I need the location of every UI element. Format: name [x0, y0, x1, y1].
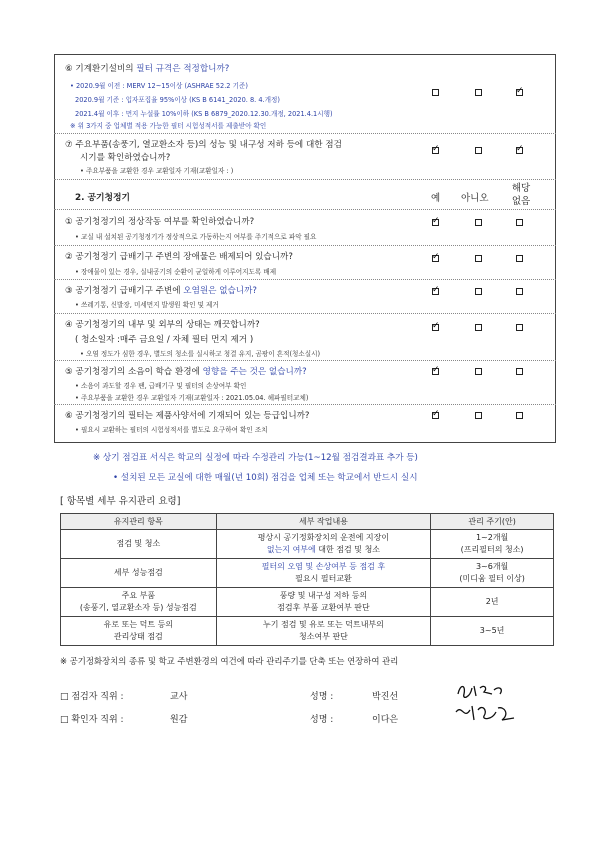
divider: [54, 360, 556, 361]
p2-na-checkbox[interactable]: [516, 255, 523, 262]
row-cycle: 1~2개월 (프리필터의 청소): [431, 530, 554, 559]
q6-note-3: 2021.4월 이후 : 먼지 누설률 10%이하 (KS B 6879_2020.12.30.개정, 2021.4.1시행): [75, 110, 333, 118]
q7-no-checkbox[interactable]: [475, 147, 482, 154]
p4-yes-checkbox[interactable]: [432, 324, 439, 331]
cleaner-q3-note: • 쓰레기통, 신발장, 미세먼지 발생원 확인 및 제거: [75, 301, 219, 309]
q6-yes-checkbox[interactable]: [432, 89, 439, 96]
table-row: [61, 588, 554, 617]
q6-na-checkbox[interactable]: [516, 89, 523, 96]
verifier-name: 이다은: [372, 715, 399, 725]
q6-no-checkbox[interactable]: [475, 89, 482, 96]
row-item: 점검 및 청소: [61, 530, 217, 559]
row-cycle: 2년: [431, 588, 554, 617]
cleaner-q4-title: ④ 공기청정기의 내부 및 외부의 상태는 깨끗합니까?: [65, 320, 260, 330]
divider: [54, 209, 556, 210]
q7-na-checkbox[interactable]: [516, 147, 523, 154]
p5-na-checkbox[interactable]: [516, 368, 523, 375]
cleaner-q1-note: • 교실 내 설치된 공기청정기가 정상적으로 가동하는지 여부를 주기적으로 파악 필요: [75, 233, 317, 241]
question-7-line1: ⑦ 주요부품(송풍기, 열교환소자 등)의 성능 및 내구성 저하 등에 대한 점검: [65, 140, 342, 150]
table-row: [61, 617, 554, 646]
maintenance-footnote: ※ 공기정화장치의 종류 및 학교 주변환경의 여건에 따라 관리주기를 단축 또는 연장하여 관리: [60, 656, 399, 666]
cleaner-q4-note: • 오염 정도가 심한 경우, 별도의 청소를 실시하고 청결 유지, 곰팡이 흔적(청소실시): [80, 350, 321, 358]
col-na-header: 해당 없음: [511, 183, 531, 207]
p6-yes-checkbox[interactable]: [432, 412, 439, 419]
row-cycle: 3~6개월 (미디움 필터 이상): [431, 559, 554, 588]
inspector-title: 교사: [170, 692, 188, 702]
maintenance-heading: [ 항목별 세부 유지관리 요령]: [60, 496, 181, 507]
col-yes-header: 예: [431, 193, 441, 204]
verifier-signature: [456, 706, 514, 720]
divider: [54, 179, 556, 180]
row-detail: 누기 점검 및 유로 또는 덕트내부의 청소여부 판단: [216, 617, 431, 646]
p5-no-checkbox[interactable]: [475, 368, 482, 375]
divider: [54, 404, 556, 405]
signature-images: [452, 680, 522, 728]
p1-no-checkbox[interactable]: [475, 219, 482, 226]
p1-na-checkbox[interactable]: [516, 219, 523, 226]
row-item: 유로 또는 덕트 등의 관리상태 점검: [61, 617, 217, 646]
p1-yes-checkbox[interactable]: [432, 219, 439, 226]
cleaner-q5-note-1: • 소음이 과도할 경우 팬, 급배기구 및 필터의 손상여부 확인: [75, 382, 247, 390]
q6-note-2: 2020.9월 기준 : 입자포집율 95%이상 (KS B 6141_2020. 8. 4.개정): [75, 96, 280, 104]
divider: [54, 133, 556, 134]
cleaner-q6-title: ⑥ 공기청정기의 필터는 제품사양서에 기재되어 있는 등급입니까?: [65, 411, 310, 421]
inspector-label: □ 점검자 직위 :: [60, 692, 124, 702]
q6-note-1: • 2020.9월 이전 : MERV 12~15이상 (ASHRAE 52.2 기준): [70, 82, 248, 90]
row-detail: 평상시 공기정화장치의 운전에 지장이 없는지 여부에 대한 점검 및 청소: [216, 530, 431, 559]
notice-line-2: • 설치된 모든 교실에 대한 매월(년 10회) 점검을 업체 또는 학교에서 반드시 실시: [113, 473, 418, 483]
question-7-line2: 시기를 확인하였습니까?: [80, 153, 171, 163]
table-row: [61, 530, 554, 559]
maintenance-table: [60, 513, 554, 646]
cleaner-q6-note: • 필요시 교환하는 필터의 시험성적서를 별도로 요구하여 확인 조치: [75, 426, 268, 434]
p6-na-checkbox[interactable]: [516, 412, 523, 419]
p6-no-checkbox[interactable]: [475, 412, 482, 419]
verifier-title: 원감: [170, 715, 188, 725]
cleaner-q2-note: • 장애물이 있는 경우, 실내공기의 순환이 균일하게 이루어지도록 배제: [75, 268, 277, 276]
q7-note: • 주요부품을 교환한 경우 교환일자 기재(교환일자 : ): [80, 167, 234, 175]
p4-no-checkbox[interactable]: [475, 324, 482, 331]
divider: [54, 279, 556, 280]
q6-note-4: ※ 위 3가지 중 업체별 적용 가능한 필터 시험성적서를 제출받아 확인: [70, 122, 267, 130]
divider: [54, 245, 556, 246]
row-detail: 필터의 오염 및 손상여부 등 점검 후 필요시 필터교환: [216, 559, 431, 588]
cleaner-q4-sub: ( 청소일자 :매주 금요일 / 자체 필터 먼지 제거 ): [75, 335, 254, 345]
cleaner-q1-title: ① 공기청정기의 정상작동 여부를 확인하였습니까?: [65, 217, 255, 227]
inspector-name: 박진선: [372, 692, 399, 702]
table-row: [61, 559, 554, 588]
p3-yes-checkbox[interactable]: [432, 288, 439, 295]
p5-yes-checkbox[interactable]: [432, 368, 439, 375]
col-header-cycle: 관리 주기(안): [431, 514, 554, 530]
verifier-label: □ 확인자 직위 :: [60, 715, 124, 725]
p3-na-checkbox[interactable]: [516, 288, 523, 295]
cleaner-q2-title: ② 공기청정기 급배기구 주변의 장애물은 배제되어 있습니까?: [65, 252, 293, 262]
q7-yes-checkbox[interactable]: [432, 147, 439, 154]
p4-na-checkbox[interactable]: [516, 324, 523, 331]
p2-no-checkbox[interactable]: [475, 255, 482, 262]
cleaner-q3-title: ③ 공기청정기 급배기구 주변에 오염원은 없습니까?: [65, 286, 257, 296]
row-item: 주요 부품 (송풍기, 열교환소자 등) 성능점검: [61, 588, 217, 617]
col-header-item: 유지관리 항목: [61, 514, 217, 530]
notice-line-1: ※ 상기 점검표 서식은 학교의 실정에 따라 수정관리 가능(1~12월 점검결과표 추가 등): [93, 453, 418, 463]
divider: [54, 313, 556, 314]
row-detail: 풍량 및 내구성 저하 등의 점검후 부품 교환여부 판단: [216, 588, 431, 617]
p2-yes-checkbox[interactable]: [432, 255, 439, 262]
inspector-signature: [458, 686, 501, 697]
p3-no-checkbox[interactable]: [475, 288, 482, 295]
cleaner-q5-title: ⑤ 공기청정기의 소음이 학습 환경에 영향을 주는 것은 없습니까?: [65, 367, 307, 377]
question-6-title: ⑥ 기계환기설비의 필터 규격은 적정합니까?: [65, 64, 230, 74]
col-header-detail: 세부 작업내용: [216, 514, 431, 530]
inspector-name-label: 성명 :: [310, 692, 334, 702]
table-header-row: [61, 514, 554, 530]
cleaner-q5-note-2: • 주요부품을 교환한 경우 교환일자 기재(교환일자 : 2021.05.04. 헤파필터교체): [75, 394, 309, 402]
row-cycle: 3~5년: [431, 617, 554, 646]
col-no-header: 아니오: [461, 193, 489, 204]
verifier-name-label: 성명 :: [310, 715, 334, 725]
row-item: 세부 성능점검: [61, 559, 217, 588]
section-2-title: 2. 공기청정기: [75, 193, 131, 203]
